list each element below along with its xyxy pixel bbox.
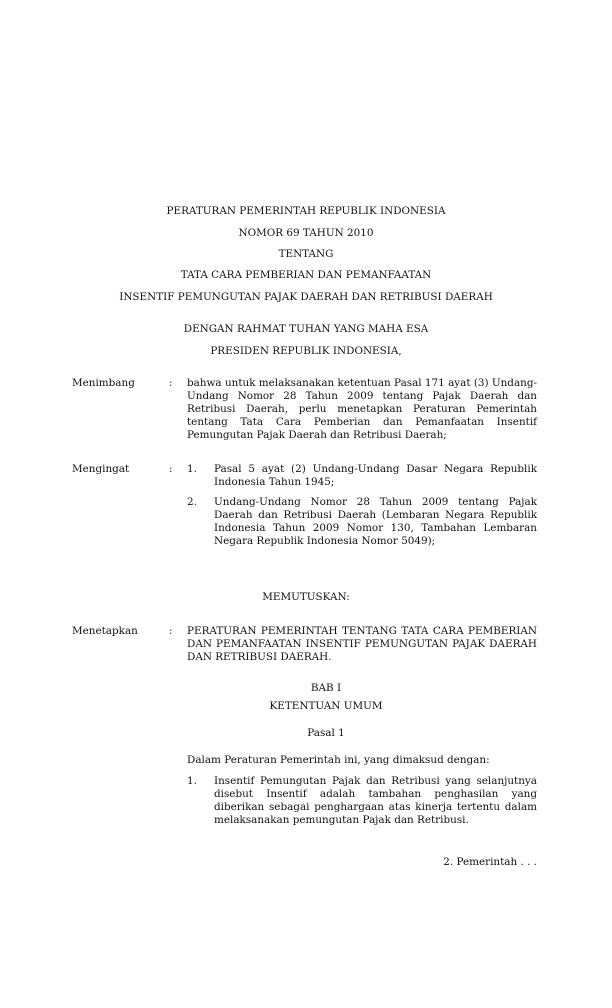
invocation: DENGAN RAHMAT TUHAN YANG MAHA ESA: [183, 323, 429, 335]
menetapkan-text: PERATURAN PEMERINTAH TENTANG TATA CARA PEMBERIAN DAN PEMANFAATAN INSENTIF PEMUNGUTAN PAJAK DAERAH DAN RETRIBUSI DAERAH.: [187, 625, 537, 663]
bab-number: BAB I: [310, 682, 342, 694]
tentang-heading: TENTANG: [278, 248, 334, 260]
memutuskan-heading: MEMUTUSKAN:: [262, 591, 350, 603]
mengingat-item-number: 2.: [187, 496, 197, 508]
pasal-item-number: 1.: [187, 775, 197, 787]
mengingat-item-number: 1.: [187, 463, 197, 475]
mengingat-label: Mengingat: [72, 463, 130, 475]
pasal-title: Pasal 1: [307, 727, 345, 739]
pasal-intro: Dalam Peraturan Pemerintah ini, yang dimaksud dengan:: [187, 754, 490, 766]
mengingat-item-text: Undang-Undang Nomor 28 Tahun 2009 tentang Pajak Daerah dan Retribusi Daerah (Lembaran Negara Republik Indonesia Tahun 2009 Nomor 130, Tambahan Lembaran Negara Republik Indonesia Nomor 5049);: [214, 496, 537, 547]
president-heading: PRESIDEN REPUBLIK INDONESIA,: [210, 345, 402, 357]
regulation-number: NOMOR 69 TAHUN 2010: [238, 227, 374, 239]
menimbang-text: bahwa untuk melaksanakan ketentuan Pasal 171 ayat (3) Undang-Undang Nomor 28 Tahun 2009 tentang Pajak Daerah dan Retribusi Daerah, perlu menetapkan Peraturan Pemerintah tentang Tata Cara Pemberian dan Pemanfaatan Insentif Pemungutan Pajak Daerah dan Retribusi Daerah;: [187, 377, 537, 441]
page-continuation: 2. Pemerintah . . .: [443, 856, 537, 868]
mengingat-colon: :: [169, 463, 173, 475]
regulation-subject-line1: TATA CARA PEMBERIAN DAN PEMANFAATAN: [180, 269, 432, 281]
mengingat-item-text: Pasal 5 ayat (2) Undang-Undang Dasar Negara Republik Indonesia Tahun 1945;: [214, 463, 537, 488]
menetapkan-label: Menetapkan: [72, 625, 138, 637]
bab-title: KETENTUAN UMUM: [269, 700, 383, 712]
regulation-title: PERATURAN PEMERINTAH REPUBLIK INDONESIA: [166, 205, 446, 217]
pasal-item-text: Insentif Pemungutan Pajak dan Retribusi yang selanjutnya disebut Insentif adalah tambahan penghasilan yang diberikan sebagai penghargaan atas kinerja tertentu dalam melaksanakan pemungutan Pajak dan Retribusi.: [214, 775, 537, 826]
menimbang-colon: :: [169, 377, 173, 389]
regulation-subject-line2: INSENTIF PEMUNGUTAN PAJAK DAERAH DAN RETRIBUSI DAERAH: [119, 291, 493, 303]
menetapkan-colon: :: [169, 625, 173, 637]
menimbang-label: Menimbang: [72, 377, 135, 389]
